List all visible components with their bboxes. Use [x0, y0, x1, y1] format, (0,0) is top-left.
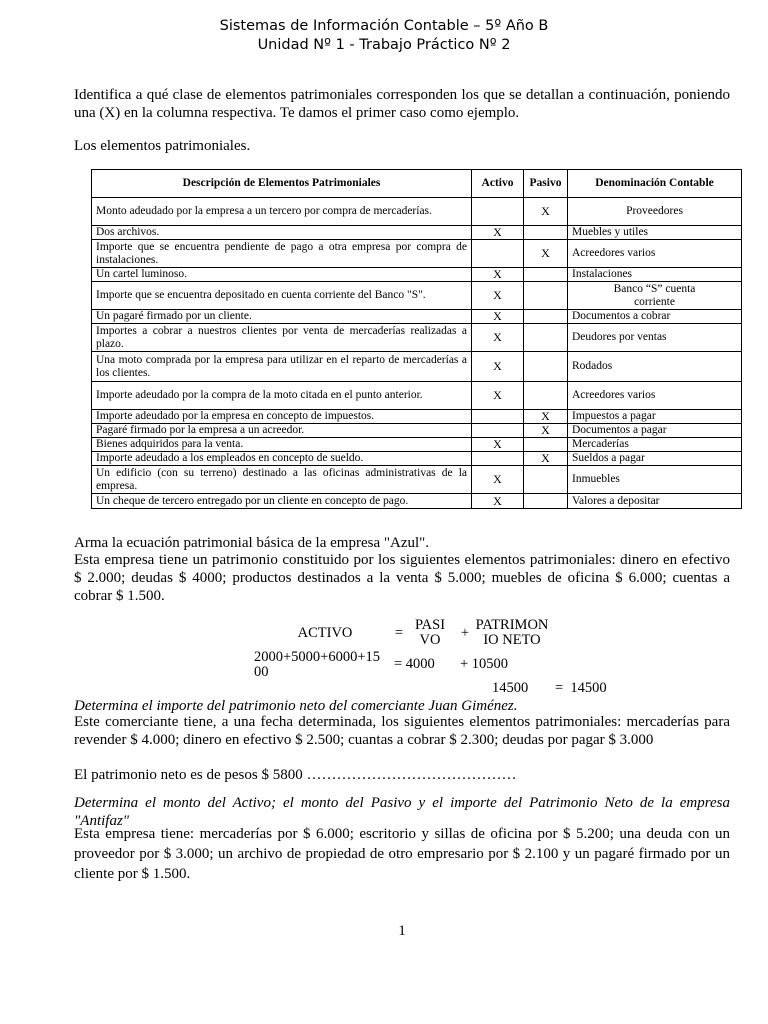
table-row: [92, 494, 742, 509]
row-denomination: Documentos a cobrar: [568, 310, 742, 324]
row-pasivo-mark: [524, 352, 568, 382]
row-denomination: Mercaderías: [568, 438, 742, 452]
intro-text: Identifica a qué clase de elementos patrimoniales corresponden los que se detallan a continuación, poniendo una (X) en la columna respectiva. Te damos el primer caso como ejemplo.: [74, 87, 730, 121]
row-pasivo-mark: X: [524, 424, 568, 438]
header-activo: Activo: [472, 170, 524, 198]
row-description: Monto adeudado por la empresa a un tercero por compra de mercaderías.: [92, 198, 472, 226]
row-denomination: Deudores por ventas: [568, 324, 742, 352]
row-activo-mark: [472, 410, 524, 424]
table-row: [92, 282, 742, 310]
row-pasivo-mark: [524, 466, 568, 494]
eq-equals: =: [394, 625, 404, 641]
row-denomination: Rodados: [568, 352, 742, 382]
row-description: Importe adeudado a los empleados en concepto de sueldo.: [92, 452, 472, 466]
row-pasivo-mark: [524, 226, 568, 240]
row-pasivo-mark: X: [524, 240, 568, 268]
intro-subtitle: Los elementos patrimoniales.: [74, 138, 251, 154]
section4-title: Determina el monto del Activo; el monto del Pasivo y el importe del Patrimonio Neto de la empresa "Antifaz": [74, 795, 730, 829]
eq-pasivo-1: PASI: [414, 617, 446, 633]
row-denomination: Banco “S” cuenta corriente: [568, 282, 742, 310]
eq-total-right: = 14500: [555, 680, 607, 696]
table-row: [92, 438, 742, 452]
row-description: Importe adeudado por la compra de la moto citada en el punto anterior.: [92, 382, 472, 410]
eq-patrimonio-2: IO NETO: [483, 632, 541, 648]
eq-pn-value: + 10500: [460, 656, 509, 672]
table-row: [92, 324, 742, 352]
row-pasivo-mark: X: [524, 198, 568, 226]
row-activo-mark: X: [472, 324, 524, 352]
header-pasivo: Pasivo: [524, 170, 568, 198]
page-number: 1: [398, 923, 406, 939]
header-description: Descripción de Elementos Patrimoniales: [92, 170, 472, 198]
section2-text: Esta empresa tiene un patrimonio constituido por los siguientes elementos patrimoniales: dinero en efectivo $ 2.000; deudas $ 4000; productos destinados a la venta $ 5.000; muebles de oficina $ 6.000; cuentas a cobrar $ 1.500.: [74, 552, 730, 604]
section2-title: Arma la ecuación patrimonial básica de la empresa "Azul".: [74, 535, 430, 551]
table-row: [92, 226, 742, 240]
row-pasivo-mark: [524, 438, 568, 452]
row-activo-mark: X: [472, 310, 524, 324]
row-pasivo-mark: X: [524, 452, 568, 466]
table-row: [92, 268, 742, 282]
row-pasivo-mark: [524, 382, 568, 410]
row-pasivo-mark: [524, 324, 568, 352]
row-denomination: Impuestos a pagar: [568, 410, 742, 424]
row-activo-mark: X: [472, 352, 524, 382]
row-activo-mark: [472, 240, 524, 268]
row-description: Un pagaré firmado por un cliente.: [92, 310, 472, 324]
row-denomination: Muebles y utiles: [568, 226, 742, 240]
eq-sum-line-2: 00: [254, 664, 269, 680]
table-row: [92, 424, 742, 438]
table-row: [92, 410, 742, 424]
row-pasivo-mark: [524, 268, 568, 282]
row-description: Un cartel luminoso.: [92, 268, 472, 282]
row-activo-mark: X: [472, 438, 524, 452]
table-header-row: [92, 170, 742, 198]
row-activo-mark: X: [472, 494, 524, 509]
row-denomination: Proveedores: [568, 198, 742, 226]
row-activo-mark: X: [472, 382, 524, 410]
row-pasivo-mark: [524, 282, 568, 310]
row-activo-mark: [472, 424, 524, 438]
row-pasivo-mark: [524, 310, 568, 324]
row-denomination: Acreedores varios: [568, 240, 742, 268]
row-activo-mark: [472, 198, 524, 226]
header-denominacion: Denominación Contable: [568, 170, 742, 198]
header-line-2: Unidad Nº 1 - Trabajo Práctico Nº 2: [257, 37, 511, 53]
row-denomination: Sueldos a pagar: [568, 452, 742, 466]
table-row: [92, 466, 742, 494]
eq-plus: +: [460, 625, 470, 641]
row-activo-mark: X: [472, 282, 524, 310]
row-denomination: Acreedores varios: [568, 382, 742, 410]
row-description: Un cheque de tercero entregado por un cliente en concepto de pago.: [92, 494, 472, 509]
eq-total-left: 14500: [492, 680, 529, 696]
table-row: [92, 240, 742, 268]
section3-answer: El patrimonio neto es de pesos $ 5800 ……………………………………: [74, 767, 517, 783]
row-description: Una moto comprada por la empresa para utilizar en el reparto de mercaderías a los clientes.: [92, 352, 472, 382]
row-denomination: Inmuebles: [568, 466, 742, 494]
row-activo-mark: X: [472, 226, 524, 240]
section4-text: Esta empresa tiene: mercaderías por $ 6.000; escritorio y sillas de oficina por $ 5.200; una deuda con un proveedor por $ 3.000; un archivo de propiedad de otro empresario por $ 2.100 y un pagaré firmado por un cliente por $ 1.500.: [74, 826, 730, 882]
table-row: [92, 310, 742, 324]
row-denomination: Documentos a pagar: [568, 424, 742, 438]
eq-pasivo-2: VO: [419, 632, 441, 648]
row-description: Importes a cobrar a nuestros clientes por venta de mercaderías realizadas a plazo.: [92, 324, 472, 352]
section3-title: Determina el importe del patrimonio neto del comerciante Juan Giménez.: [74, 698, 518, 714]
section3-text: Este comerciante tiene, a una fecha determinada, los siguientes elementos patrimoniales: mercaderías para revender $ 4.000; dinero en efectivo $ 2.500; cuantas a cobrar $ 2.300; deudas por pagar $ 3.000: [74, 714, 730, 748]
eq-sum-line-1: 2000+5000+6000+15: [254, 649, 381, 665]
row-description: Dos archivos.: [92, 226, 472, 240]
header-line-1: Sistemas de Información Contable – 5º Año B: [219, 18, 549, 34]
row-pasivo-mark: [524, 494, 568, 509]
row-activo-mark: [472, 452, 524, 466]
row-pasivo-mark: X: [524, 410, 568, 424]
table-row: [92, 382, 742, 410]
table-row: [92, 198, 742, 226]
table-row: [92, 452, 742, 466]
eq-activo: ACTIVO: [297, 625, 353, 641]
row-description: Importe adeudado por la empresa en concepto de impuestos.: [92, 410, 472, 424]
row-description: Importe que se encuentra pendiente de pago a otra empresa por compra de instalaciones.: [92, 240, 472, 268]
row-description: Un edificio (con su terreno) destinado a las oficinas administrativas de la empresa.: [92, 466, 472, 494]
row-denomination: Instalaciones: [568, 268, 742, 282]
table-row: [92, 352, 742, 382]
row-description: Importe que se encuentra depositado en cuenta corriente del Banco "S".: [92, 282, 472, 310]
row-denomination: Valores a depositar: [568, 494, 742, 509]
elements-table: [91, 169, 742, 509]
row-description: Bienes adquiridos para la venta.: [92, 438, 472, 452]
row-description: Pagaré firmado por la empresa a un acreedor.: [92, 424, 472, 438]
eq-patrimonio-1: PATRIMON: [475, 617, 549, 633]
row-activo-mark: X: [472, 466, 524, 494]
eq-pasivo-value: = 4000: [394, 656, 435, 672]
row-activo-mark: X: [472, 268, 524, 282]
